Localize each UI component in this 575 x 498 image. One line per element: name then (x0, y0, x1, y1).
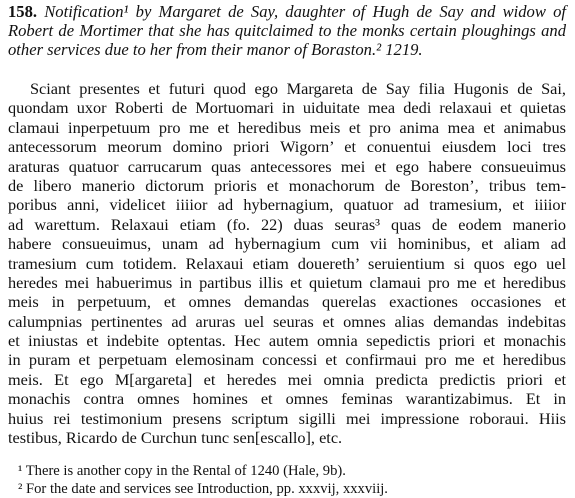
body-line: habere consueuimus, unam ad hybernagium cum vii hominibus, et aliam ad (8, 234, 566, 254)
body-line: araturas quatuor carrucarum quas antecessores mei et ego habere consueuimus (8, 156, 566, 176)
body-line: quondam uxor Roberti de Mortuomari in uiduitate mea dedi relaxaui et quietas (8, 98, 566, 118)
heading-line-2: Robert de Mortimer that she has quitclaimed to the monks certain ploughings and (8, 21, 566, 40)
charter-number: 158. (8, 2, 38, 21)
body-line: ad warettum. Relaxaui etiam (fo. 22) duas seuras³ quas de eodem manerio (8, 214, 566, 234)
body-line: calumpnias pertinentes ad aruras uel seuras et omnes alias demandas indebitas (8, 311, 566, 331)
document-page (8, 2, 566, 498)
footnotes (8, 462, 566, 498)
body-line: in puram et perpetuam elemosinam concessi et confirmaui pro me et heredibus (8, 350, 566, 370)
body-line: monachis contra omnes homines et omnes feminas warantizabimus. Et in (8, 389, 566, 409)
body-line: huius rei testimonium presens scriptum sigilli mei impressione roboraui. Hiis (8, 408, 566, 428)
body-line: meis in perpetuum, et omnes demandas querelas exactiones occasiones et (8, 292, 566, 312)
charter-body (8, 79, 566, 447)
body-line: Sciant presentes et futuri quod ego Margareta de Say filia Hugonis de Sai, (30, 79, 566, 98)
body-line: de libero manerio dictorum prioris et monachorum de Boreston’, tribus tem- (8, 175, 566, 195)
body-line: heredes mei habuerimus in partibus illis et quietum clamaui pro me et heredibus (8, 272, 566, 292)
body-line: et iniustas et indebite optentas. Hec autem omnia sepedictis priori et monachis (8, 331, 566, 351)
charter-date: 1219. (385, 40, 423, 59)
charter-heading (8, 2, 566, 59)
heading-line-3: other services due to her from their manor of Boraston.² (8, 40, 382, 59)
body-line: clamaui inperpetuum pro me et heredibus meis et pro anima mea et animabus (8, 117, 566, 137)
body-line: tramesium cum totidem. Relaxaui etiam douereth’ seruientium si quos ego uel (8, 253, 566, 273)
heading-line-1: Notification¹ by Margaret de Say, daughter of Hugh de Say and widow of (44, 2, 566, 21)
body-line: testibus, Ricardo de Curchun tunc sen[escallo], etc. (8, 428, 343, 448)
body-line: meis. Et ego M[argareta] et heredes mei omnia predicta predictis priori et (8, 369, 566, 389)
body-line: antecessorum meorum domino priori Wigorn’ et conuentui eiusdem loci tres (8, 137, 566, 157)
footnote: ¹ There is another copy in the Rental of 1240 (Hale, 9b). (18, 463, 346, 480)
footnote: ² For the date and services see Introduction, pp. xxxvij, xxxviij. (18, 481, 388, 498)
body-line: poribus anni, videlicet iiiior ad hybernagium, quatuor ad tramesium, et iiiior (8, 195, 566, 215)
